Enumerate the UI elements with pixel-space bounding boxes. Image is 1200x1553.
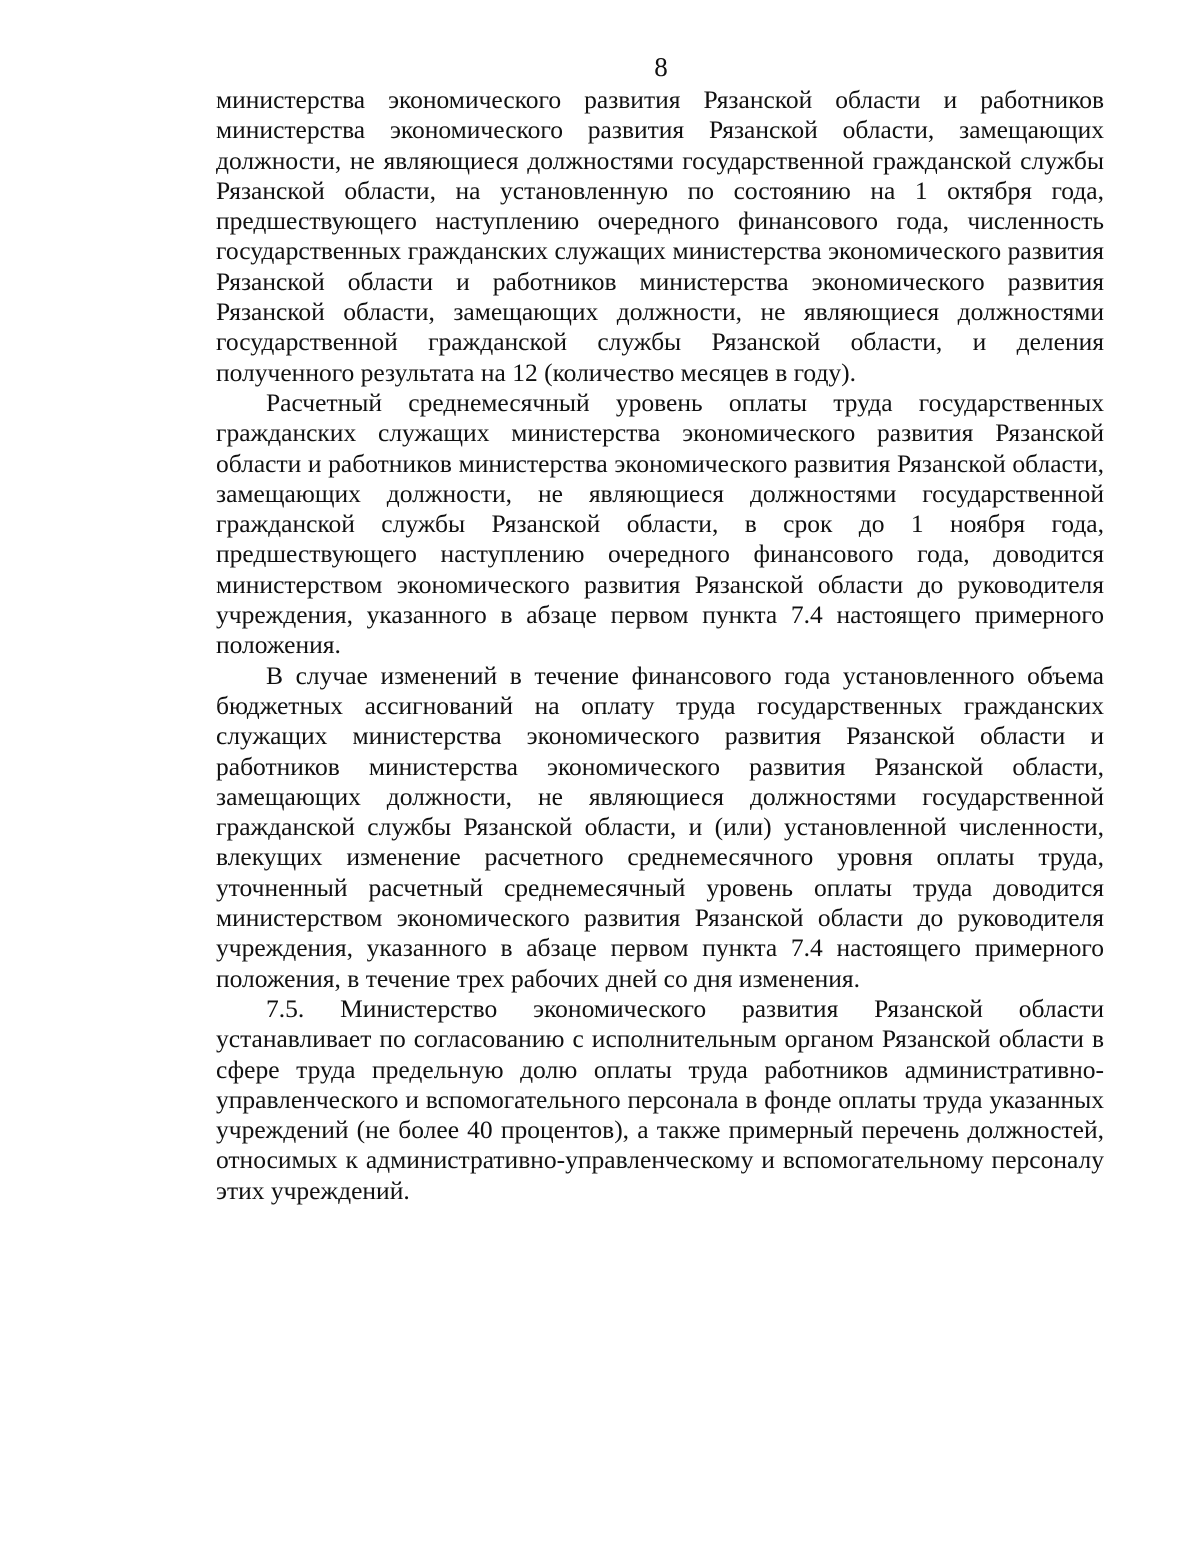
paragraph-continuation: министерства экономического развития Рязанской области и работников министерства экономического развития Рязанской области, замещающих должности, не являющиеся должностями государственной гражданской службы Рязанской области, на установленную по состоянию на 1 октября года, предшествующего наступлению очередного финансового года, численность государственных гражданских служащих министерства экономического развития Рязанской области и работников министерства экономического развития Рязанской области, замещающих должности, не являющиеся должностями государственной гражданской службы Рязанской области, и деления полученного результата на 12 (количество месяцев в году).: [216, 85, 1104, 387]
document-body: [216, 85, 1104, 1206]
paragraph-budget-changes: В случае изменений в течение финансового года установленного объема бюджетных ассигнований на оплату труда государственных гражданских служащих министерства экономического развития Рязанской области и работников министерства экономического развития Рязанской области, замещающих должности, не являющиеся должностями государственной гражданской службы Рязанской области, и (или) установленной численности, влекущих изменение расчетного среднемесячного уровня оплаты труда, уточненный расчетный среднемесячный уровень оплаты труда доводится министерством экономического развития Рязанской области до руководителя учреждения, указанного в абзаце первом пункта 7.4 настоящего примерного положения, в течение трех рабочих дней со дня изменения.: [216, 660, 1104, 993]
page-number: 8: [654, 52, 668, 82]
paragraph-calculated-level: Расчетный среднемесячный уровень оплаты труда государственных гражданских служащих министерства экономического развития Рязанской области и работников министерства экономического развития Рязанской области, замещающих должности, не являющиеся должностями государственной гражданской службы Рязанской области, в срок до 1 ноября года, предшествующего наступлению очередного финансового года, доводится министерством экономического развития Рязанской области до руководителя учреждения, указанного в абзаце первом пункта 7.4 настоящего примерного положения.: [216, 387, 1104, 660]
paragraph-section-7-5: 7.5. Министерство экономического развития Рязанской области устанавливает по согласованию с исполнительным органом Рязанской области в сфере труда предельную долю оплаты труда работников административно-управленческого и вспомогательного персонала в фонде оплаты труда указанных учреждений (не более 40 процентов), а также примерный перечень должностей, относимых к административно-управленческому и вспомогательному персоналу этих учреждений.: [216, 993, 1104, 1205]
